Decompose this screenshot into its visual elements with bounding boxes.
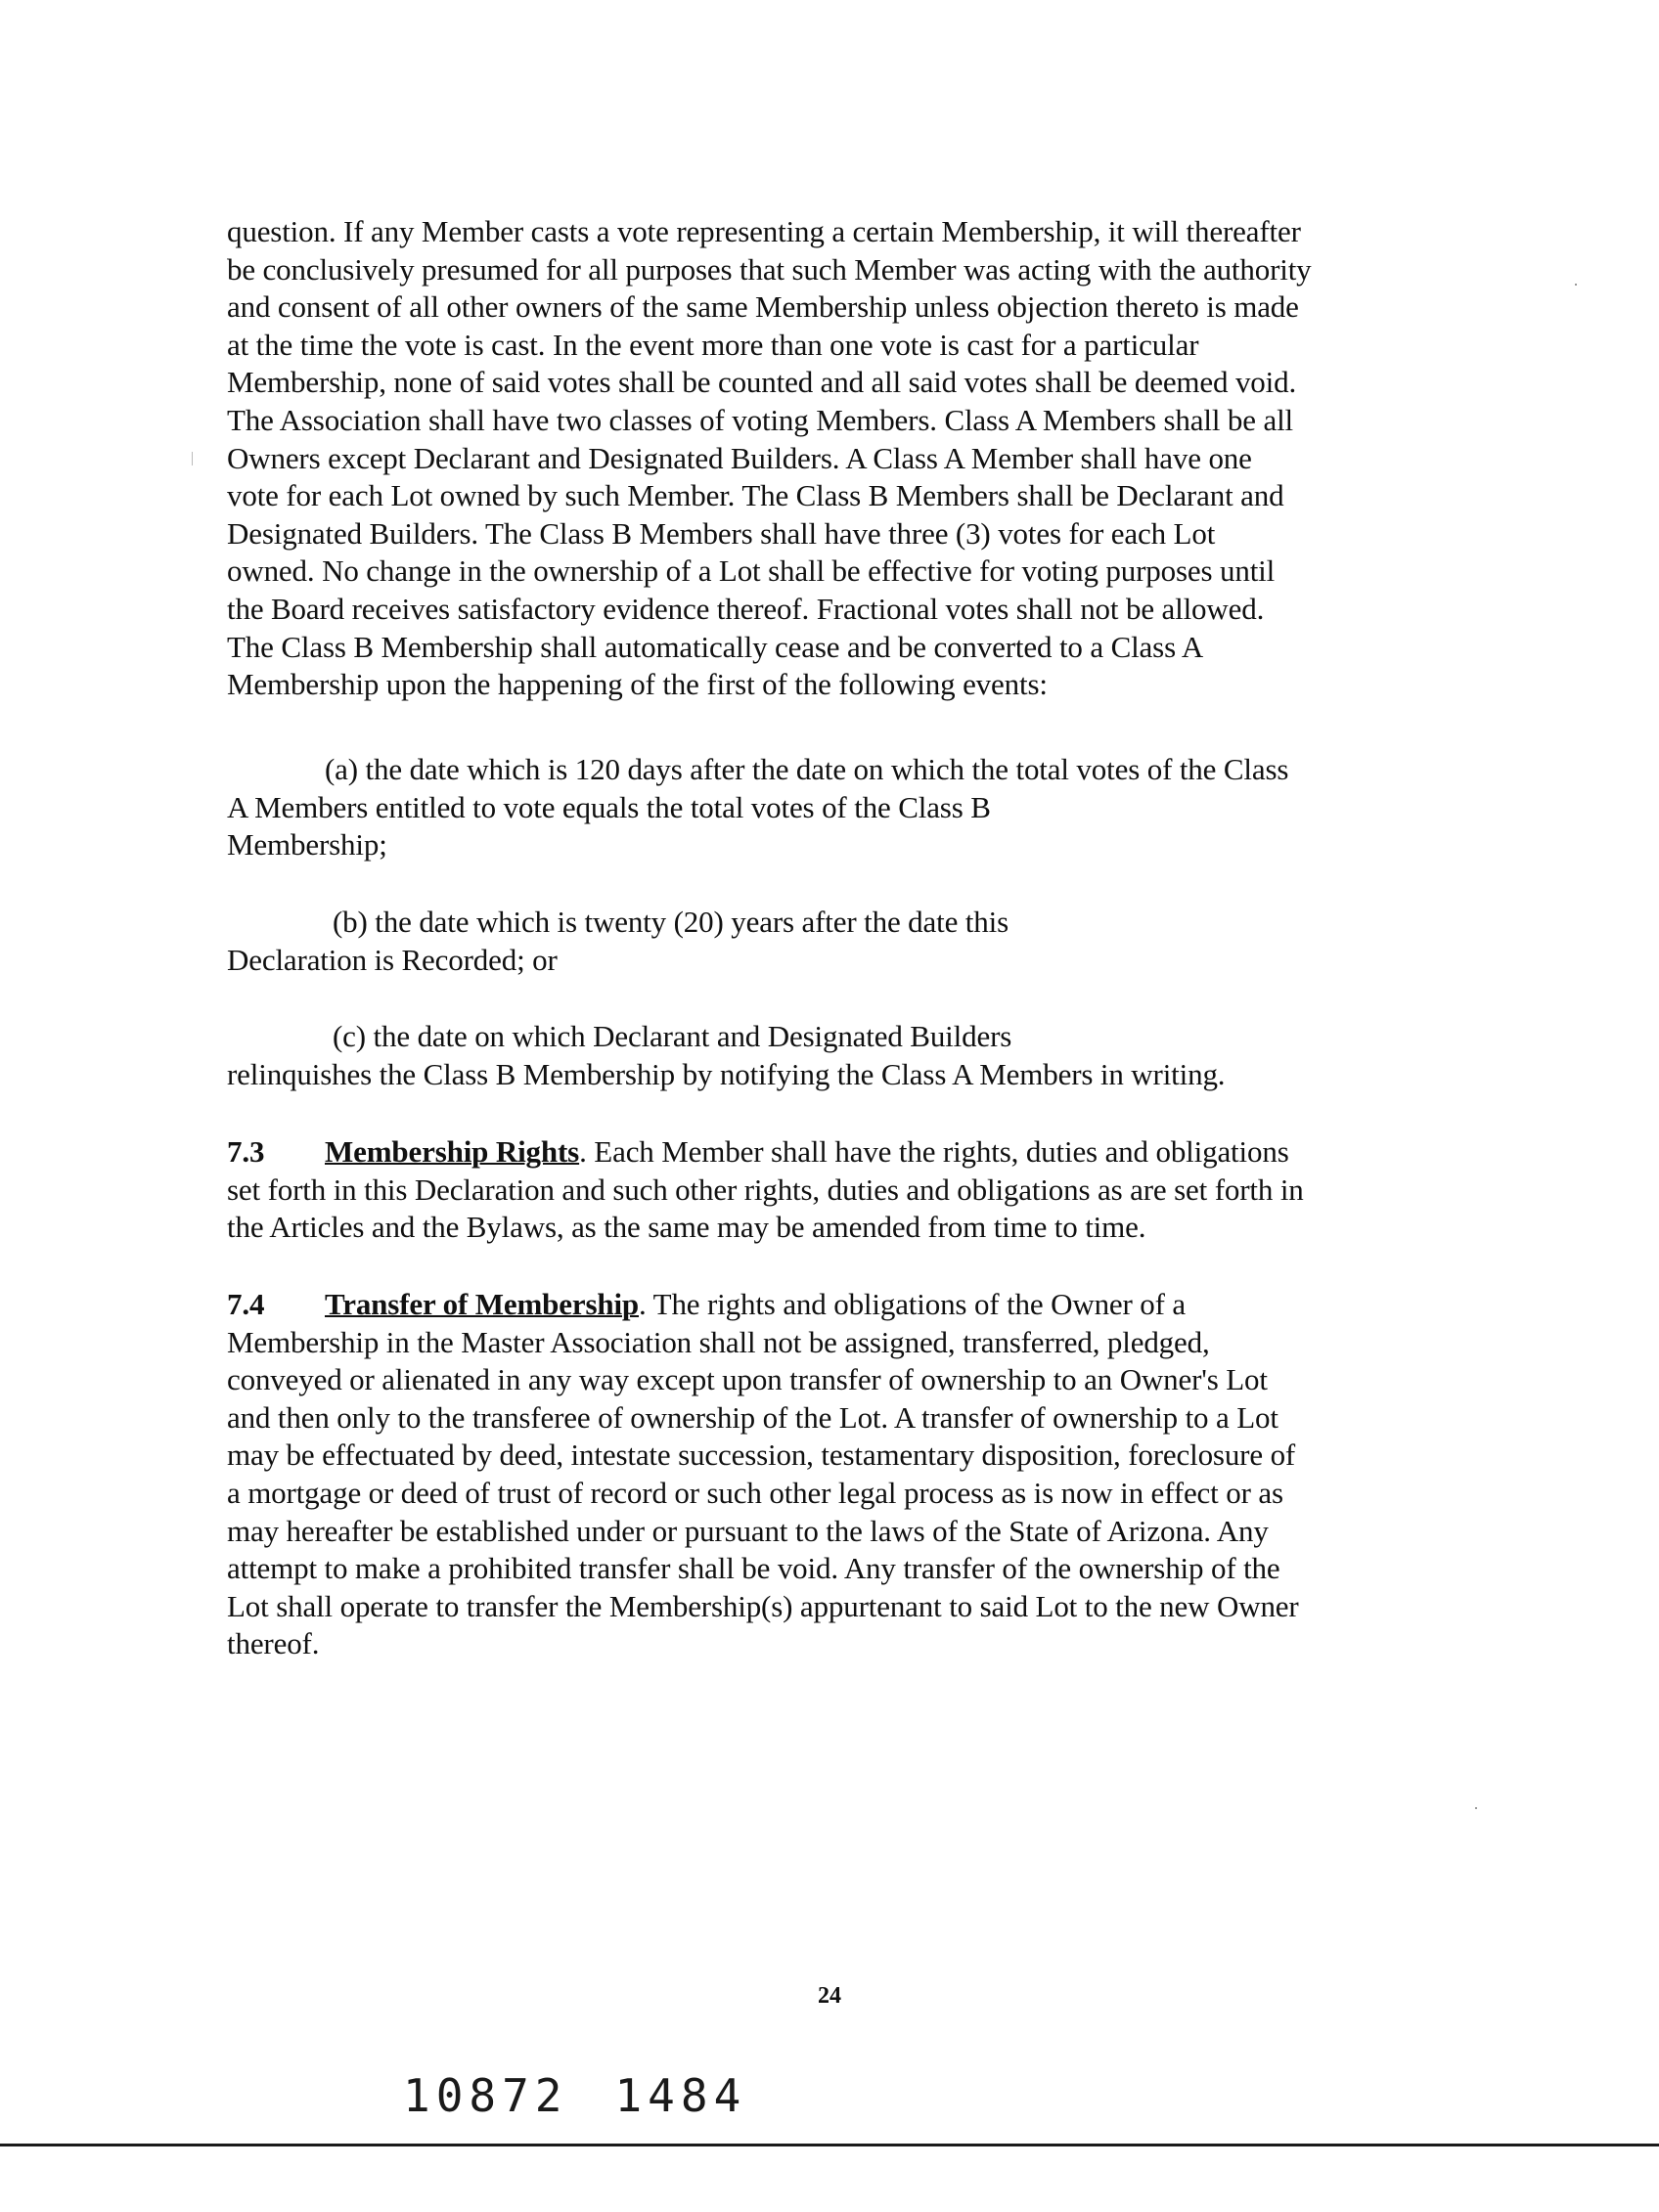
text-fragment: . The rights and obligations of the Owner of a — [639, 1287, 1187, 1321]
text-line: Designated Builders. The Class B Members shall have three (3) votes for each Lot — [227, 515, 1216, 551]
event-item-a — [227, 751, 1406, 864]
scan-speck — [1475, 1807, 1477, 1809]
text-line: Membership in the Master Association shall not be assigned, transferred, pledged, — [227, 1324, 1210, 1359]
text-line: (c) the date on which Declarant and Designated Builders — [333, 1019, 1012, 1053]
text-line: Membership upon the happening of the first of the following events: — [227, 667, 1048, 702]
text-line: The Association shall have two classes of voting Members. Class A Members shall be all — [227, 402, 1294, 437]
text-line: A Members entitled to vote equals the total votes of the Class B — [227, 789, 991, 824]
text-line: be conclusively presumed for all purposes that such Member was acting with the authority — [227, 251, 1312, 287]
voting-paragraph — [227, 213, 1406, 704]
recording-stamp — [403, 2069, 746, 2122]
recording-book-number: 10872 — [403, 2069, 568, 2122]
text-line: vote for each Lot owned by such Member. The Class B Members shall be Declarant and — [227, 478, 1284, 513]
text-line: relinquishes the Class B Membership by notifying the Class A Members in writing. — [227, 1056, 1226, 1091]
text-line: Owners except Declarant and Designated Builders. A Class A Member shall have one — [227, 440, 1252, 475]
bottom-rule-divider — [0, 2144, 1659, 2146]
section-7-4-transfer-of-membership — [227, 1286, 1406, 1663]
text-line: and then only to the transferee of ownership of the Lot. A transfer of ownership to a Lot — [227, 1399, 1278, 1435]
text-line: the Board receives satisfactory evidence thereof. Fractional votes shall not be allowed. — [227, 591, 1265, 626]
text-line: The Class B Membership shall automatically cease and be converted to a Class A — [227, 629, 1204, 664]
scan-margin-mark — [192, 452, 193, 465]
section-heading-line — [227, 1133, 1406, 1172]
text-line: at the time the vote is cast. In the event more than one vote is cast for a particular — [227, 327, 1199, 362]
text-line: question. If any Member casts a vote representing a certain Membership, it will thereafter — [227, 214, 1301, 248]
text-line: and consent of all other owners of the same Membership unless objection thereto is made — [227, 289, 1299, 325]
text-line: Membership; — [227, 827, 387, 863]
text-line: (a) the date which is 120 days after the date on which the total votes of the Class — [325, 752, 1289, 786]
text-line: Lot shall operate to transfer the Membership(s) appurtenant to said Lot to the new Owner — [227, 1588, 1299, 1623]
section-title: Membership Rights — [325, 1134, 580, 1169]
text-line: may be effectuated by deed, intestate succession, testamentary disposition, foreclosure of — [227, 1438, 1296, 1473]
page-number: 24 — [818, 1983, 841, 2009]
section-number: 7.4 — [227, 1287, 265, 1321]
text-line: set forth in this Declaration and such other rights, duties and obligations as are set forth in — [227, 1172, 1304, 1207]
scan-speck — [1575, 284, 1577, 286]
section-7-3-membership-rights — [227, 1133, 1406, 1247]
text-line: owned. No change in the ownership of a Lot shall be effective for voting purposes until — [227, 553, 1276, 589]
text-line: Membership, none of said votes shall be counted and all said votes shall be deemed void. — [227, 365, 1297, 400]
section-heading-line — [227, 1286, 1406, 1324]
section-title: Transfer of Membership — [325, 1287, 640, 1321]
text-line: may hereafter be established under or pursuant to the laws of the State of Arizona. Any — [227, 1513, 1269, 1548]
section-number: 7.3 — [227, 1134, 265, 1169]
text-line: Declaration is Recorded; or — [227, 942, 558, 977]
text-line: (b) the date which is twenty (20) years after the date this — [333, 905, 1009, 939]
event-item-b — [227, 904, 1406, 979]
text-line: the Articles and the Bylaws, as the same may be amended from time to time. — [227, 1210, 1146, 1245]
text-fragment: . Each Member shall have the rights, duties and obligations — [579, 1134, 1289, 1169]
recording-page-number: 1484 — [614, 2069, 747, 2122]
event-item-c — [227, 1018, 1406, 1093]
text-line: conveyed or alienated in any way except upon transfer of ownership to an Owner's Lot — [227, 1362, 1268, 1397]
text-line: attempt to make a prohibited transfer shall be void. Any transfer of the ownership of the — [227, 1551, 1280, 1586]
text-line: a mortgage or deed of trust of record or such other legal process as is now in effect or as — [227, 1475, 1283, 1510]
text-line: thereof. — [227, 1626, 320, 1661]
